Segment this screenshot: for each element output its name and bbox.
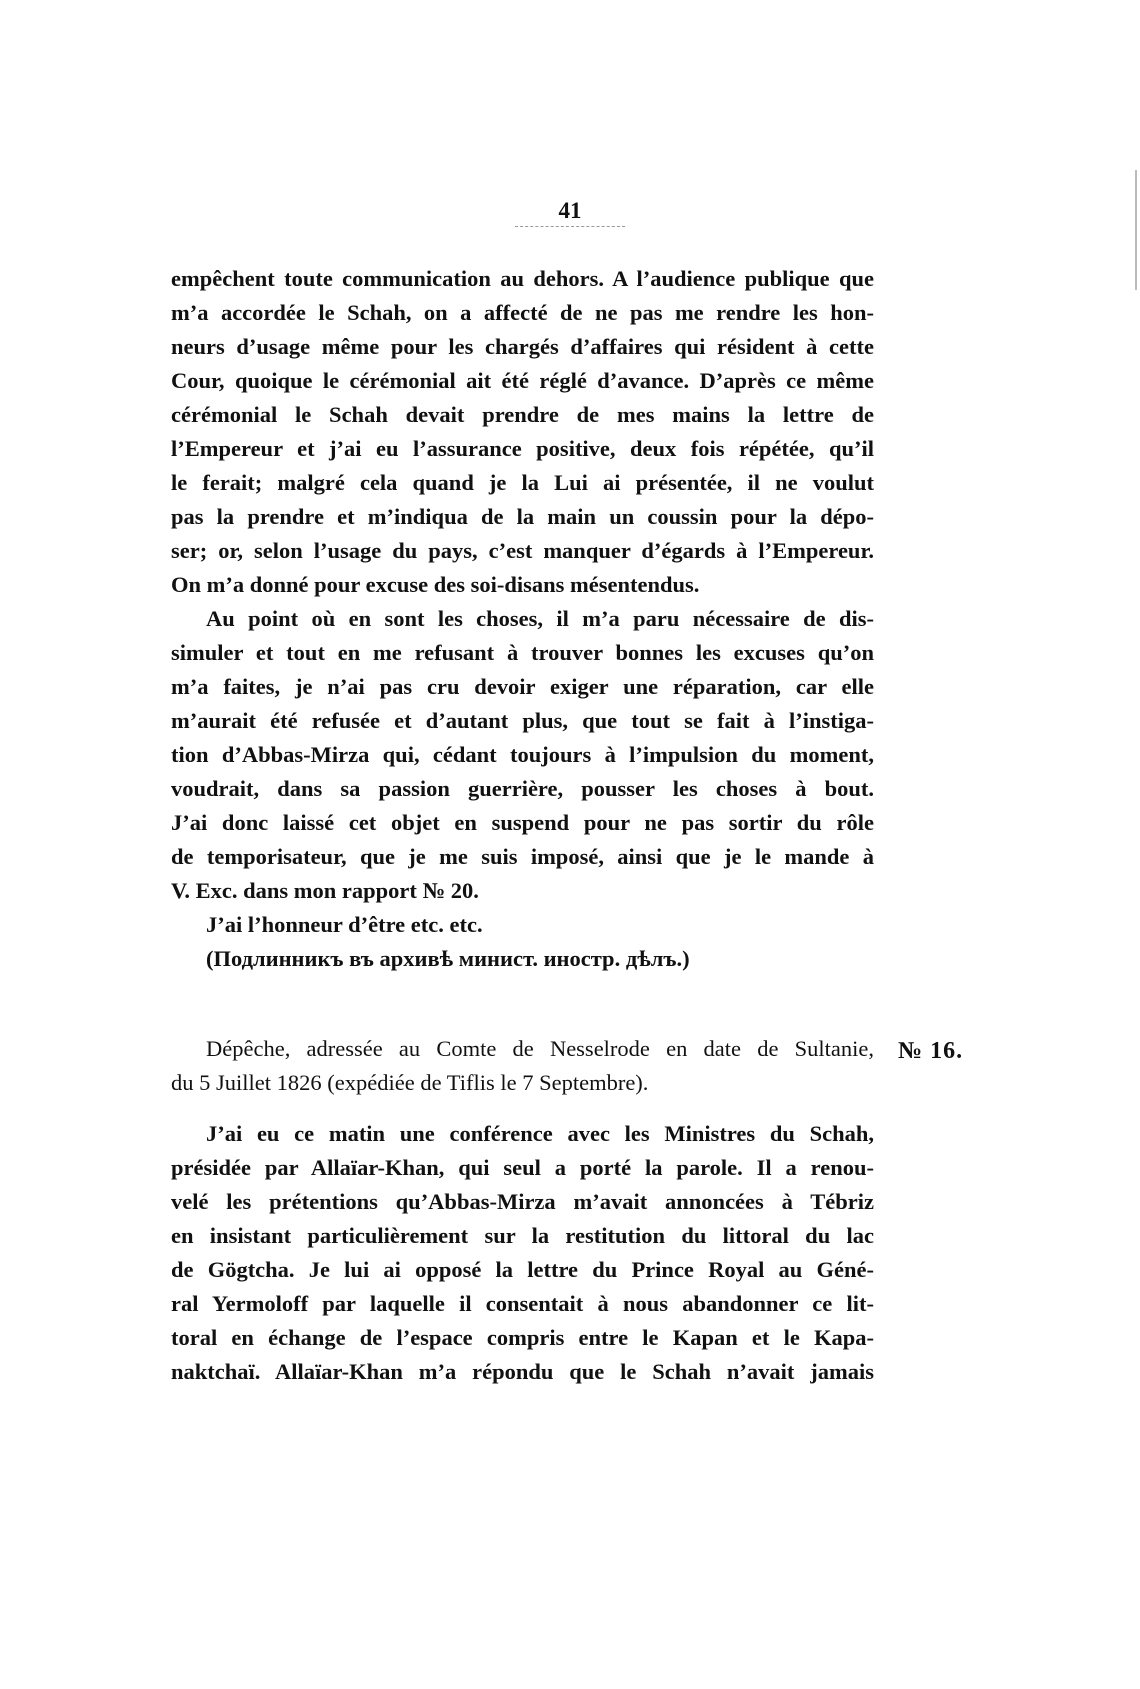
text-line: On m’a donné pour excuse des soi-disans mésentendus. [171,572,700,597]
text-line: V. Exc. dans mon rapport № 20. [171,878,479,903]
text-line: J’ai eu ce matin une conférence avec les Ministres du Schah, [206,1121,874,1146]
text-line: Au point où en sont les choses, il m’a paru nécessaire de dis- [206,606,874,631]
text-line: toral en échange de l’espace compris entre le Kapan et le Kapa- [171,1325,874,1350]
text-line: tion d’Abbas-Mirza qui, cédant toujours à l’impulsion du moment, [171,742,874,767]
text-line: voudrait, dans sa passion guerrière, pousser les choses à bout. [171,776,874,801]
paragraph-continuation [171,262,874,602]
text-line: empêchent toute communication au dehors. A l’audience publique que [171,266,874,291]
text-line: m’a faites, je n’ai pas cru devoir exiger une réparation, car elle [171,674,874,699]
text-line: ser; or, selon l’usage du pays, c’est manquer d’égards à l’Empereur. [171,538,874,563]
text-line: cérémonial le Schah devait prendre de mes mains la lettre de [171,402,874,427]
text-line: neurs d’usage même pour les chargés d’affaires qui résident à cette [171,334,874,359]
text-line: le ferait; malgré cela quand je la Lui ai présentée, il ne voulut [171,470,874,495]
text-line: Cour, quoique le cérémonial ait été réglé d’avance. D’après ce même [171,368,874,393]
text-line: pas la prendre et m’indiqua de la main un coussin pour la dépo- [171,504,874,529]
paragraph-dispatch [171,1117,874,1389]
heading-line: Dépêche, adressée au Comte de Nesselrode en date de Sultanie, [206,1036,874,1061]
dispatch-heading [171,1032,874,1100]
text-line: simuler et tout en me refusant à trouver bonnes les excuses qu’on [171,640,874,665]
page-number-ornament [515,224,625,227]
page-number-text: 41 [558,198,582,223]
text-line: naktchaï. Allaïar-Khan m’a répondu que le Schah n’avait jamais [171,1359,874,1384]
text-line: l’Empereur et j’ai eu l’assurance positive, deux fois répétée, qu’il [171,436,874,461]
text-line: ral Yermoloff par laquelle il consentait à nous abandonner ce lit- [171,1291,874,1316]
source-note: (Подлинникъ въ архивѣ минист. иностр. дѣлъ.) [206,946,690,971]
heading-line: du 5 Juillet 1826 (expédiée de Tiflis le 7 Septembre). [171,1070,649,1095]
closing-block [171,908,874,976]
text-line: en insistant particulièrement sur la restitution du littoral du lac [171,1223,874,1248]
text-line: de temporisateur, que je me suis imposé, ainsi que je le mande à [171,844,874,869]
closing-line: J’ai l’honneur d’être etc. etc. [206,912,483,937]
scan-edge-mark [1135,170,1137,290]
text-line: velé les prétentions qu’Abbas-Mirza m’avait annoncées à Tébriz [171,1189,874,1214]
text-line: m’a accordée le Schah, on a affecté de ne pas me rendre les hon- [171,300,874,325]
text-line: présidée par Allaïar-Khan, qui seul a porté la parole. Il a renou- [171,1155,874,1180]
text-line: m’aurait été refusée et d’autant plus, que tout se fait à l’instiga- [171,708,874,733]
paragraph-second [171,602,874,908]
page-number [0,198,1140,227]
document-number: № 16. [898,1038,964,1064]
text-line: J’ai donc laissé cet objet en suspend pour ne pas sortir du rôle [171,810,874,835]
text-line: de Gögtcha. Je lui ai opposé la lettre du Prince Royal au Géné- [171,1257,874,1282]
